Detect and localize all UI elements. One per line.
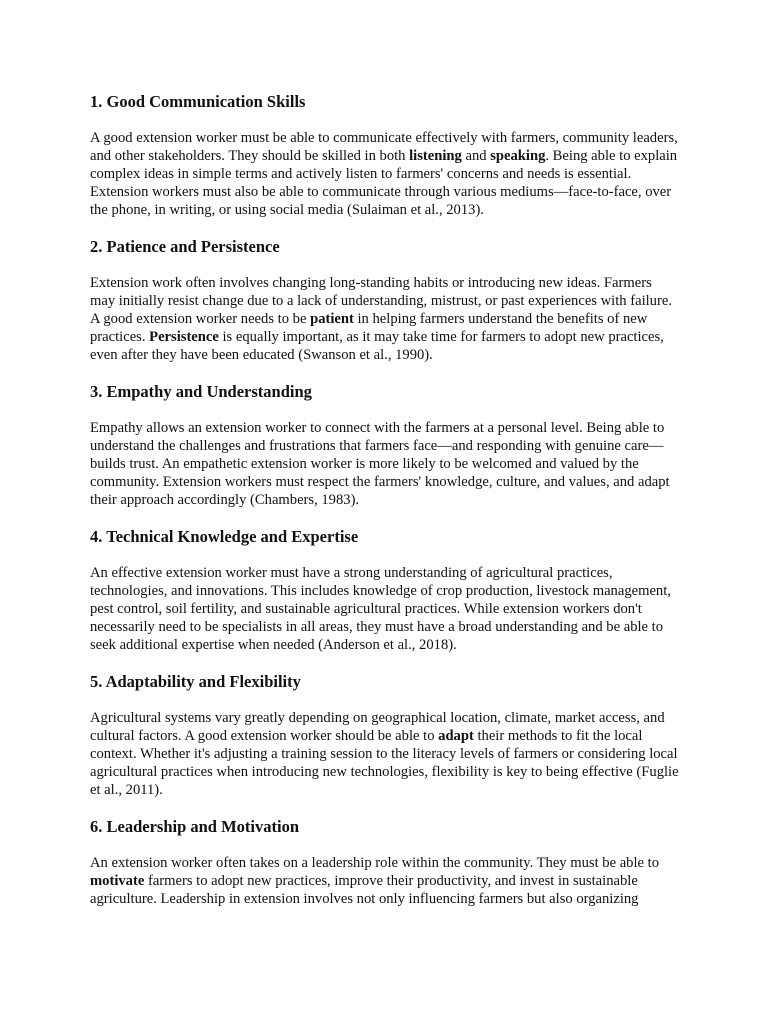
text-run: and — [461, 148, 491, 164]
text-run: is equally important, as it may take time for farmers to adopt new practices, even after they have been educated (Swanson et al., 1990). — [90, 329, 664, 363]
section-paragraph — [90, 709, 680, 799]
text-run: Empathy allows an extension worker to connect with the farmers at a personal level. Being able to understand the challenges and frustrations that farmers face—and responding with genuine care—builds trust. An empathetic extension worker is more likely to be welcomed and valued by the community. Extension workers must respect the farmers' knowledge, culture, and values, and adapt their approach accordingly (Chambers, 1983). — [90, 420, 670, 508]
text-run: A good extension worker must be able to communicate effectively with farmers, community leaders, and other stakeholders. They should be skilled in both — [90, 130, 678, 164]
emphasis-run: adapt — [438, 728, 474, 744]
text-run: An effective extension worker must have a strong understanding of agricultural practices, technologies, and innovations. This includes knowledge of crop production, livestock management, pest control, soil fertility, and sustainable agricultural practices. While extension workers don't necessarily need to be specialists in all areas, they must have a broad understanding and be able to seek additional expertise when needed (Anderson et al., 2018). — [90, 565, 671, 653]
text-run: farmers to adopt new practices, improve their productivity, and invest in sustainable agriculture. Leadership in extension involves not only influencing farmers but also organizing — [90, 873, 639, 907]
text-run: Agricultural systems vary greatly depending on geographical location, climate, market access, and cultural factors. A good extension worker should be able to — [90, 710, 665, 744]
emphasis-run: listening — [409, 148, 462, 164]
text-run: . Being able to explain complex ideas in simple terms and actively listen to farmers' concerns and needs is essential. Extension workers must also be able to communicate through various mediums—face-to-face, over the phone, in writing, or using social media (Sulaiman et al., 2013). — [90, 148, 678, 218]
section-heading: 2. Patience and Persistence — [90, 237, 280, 256]
section-heading: 6. Leadership and Motivation — [90, 817, 300, 836]
section-heading: 3. Empathy and Understanding — [90, 382, 312, 401]
section-heading: 4. Technical Knowledge and Expertise — [90, 527, 359, 546]
emphasis-run: motivate — [90, 873, 145, 889]
section-heading: 1. Good Communication Skills — [90, 92, 306, 111]
text-run: in helping farmers understand the benefits of new practices. — [90, 311, 648, 345]
section-paragraph — [90, 564, 680, 654]
section-paragraph — [90, 274, 680, 364]
emphasis-run: patient — [310, 311, 354, 327]
section-heading: 5. Adaptability and Flexibility — [90, 672, 301, 691]
document-page — [90, 91, 680, 925]
text-run: Extension work often involves changing long-standing habits or introducing new ideas. Farmers may initially resist change due to a lack of understanding, mistrust, or past experiences with failure. A good extension worker needs to be — [90, 275, 672, 327]
emphasis-run: speaking — [490, 148, 546, 164]
section-paragraph — [90, 854, 680, 908]
section-paragraph — [90, 129, 680, 219]
text-run: their methods to fit the local context. Whether it's adjusting a training session to the literacy levels of farmers or considering local agricultural practices when introducing new technologies, flexibility is key to being effective (Fuglie et al., 2011). — [90, 728, 679, 798]
text-run: An extension worker often takes on a leadership role within the community. They must be able to — [90, 855, 660, 871]
emphasis-run: Persistence — [149, 329, 219, 345]
section-paragraph — [90, 419, 680, 509]
